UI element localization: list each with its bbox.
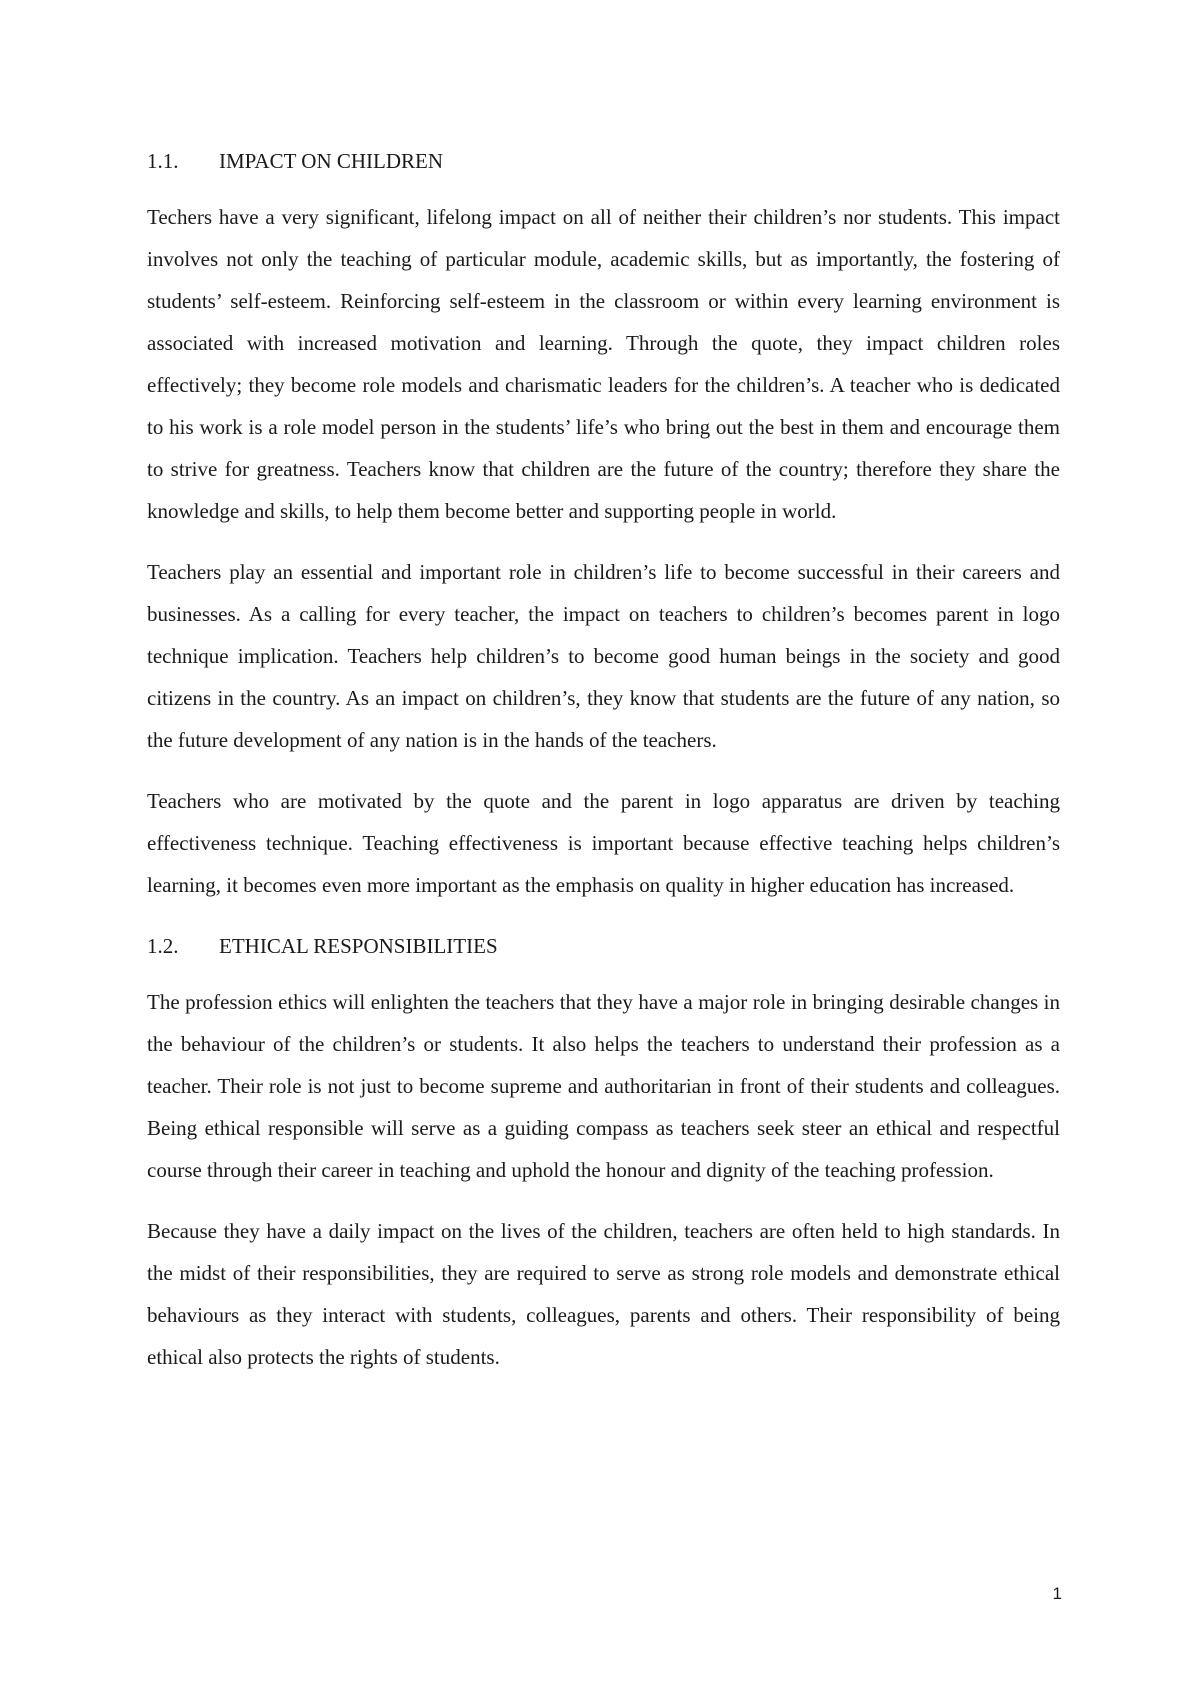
paragraph: Teachers who are motivated by the quote and the parent in logo apparatus are driven by teaching effectiveness technique. Teaching effectiveness is important because effective teaching helps children’s learning, it becomes even more important as the emphasis on quality in higher education has increased. bbox=[147, 789, 1060, 897]
section-number: 1.2. bbox=[147, 934, 179, 958]
paragraph: Techers have a very significant, lifelong impact on all of neither their children’s nor students. This impact involves not only the teaching of particular module, academic skills, but as importantly, the fostering of students’ self-esteem. Reinforcing self-esteem in the classroom or within every learning environment is associated with increased motivation and learning. Through the quote, they impact children roles effectively; they become role models and charismatic leaders for the children’s. A teacher who is dedicated to his work is a role model person in the students’ life’s who bring out the best in them and encourage them to strive for greatness. Teachers know that children are the future of the country; therefore they share the knowledge and skills, to help them become better and supporting people in world. bbox=[147, 205, 1060, 523]
page-number: 1 bbox=[1052, 1584, 1062, 1603]
section-title: IMPACT ON CHILDREN bbox=[219, 149, 444, 173]
section-title: ETHICAL RESPONSIBILITIES bbox=[219, 934, 498, 958]
document-page bbox=[147, 140, 1060, 1397]
section-heading-ethics bbox=[147, 925, 1060, 967]
paragraph: Because they have a daily impact on the lives of the children, teachers are often held to high standards. In the midst of their responsibilities, they are required to serve as strong role models and demonstrate ethical behaviours as they interact with students, colleagues, parents and others. Their responsibility of being ethical also protects the rights of students. bbox=[147, 1219, 1060, 1369]
paragraph: The profession ethics will enlighten the teachers that they have a major role in bringing desirable changes in the behaviour of the children’s or students. It also helps the teachers to understand their profession as a teacher. Their role is not just to become supreme and authoritarian in front of their students and colleagues. Being ethical responsible will serve as a guiding compass as teachers seek steer an ethical and respectful course through their career in teaching and uphold the honour and dignity of the teaching profession. bbox=[147, 990, 1060, 1182]
section-heading-impact bbox=[147, 140, 1060, 182]
paragraph: Teachers play an essential and important role in children’s life to become successful in their careers and businesses. As a calling for every teacher, the impact on teachers to children’s becomes parent in logo technique implication. Teachers help children’s to become good human beings in the society and good citizens in the country. As an impact on children’s, they know that students are the future of any nation, so the future development of any nation is in the hands of the teachers. bbox=[147, 560, 1060, 752]
section-number: 1.1. bbox=[147, 149, 179, 173]
